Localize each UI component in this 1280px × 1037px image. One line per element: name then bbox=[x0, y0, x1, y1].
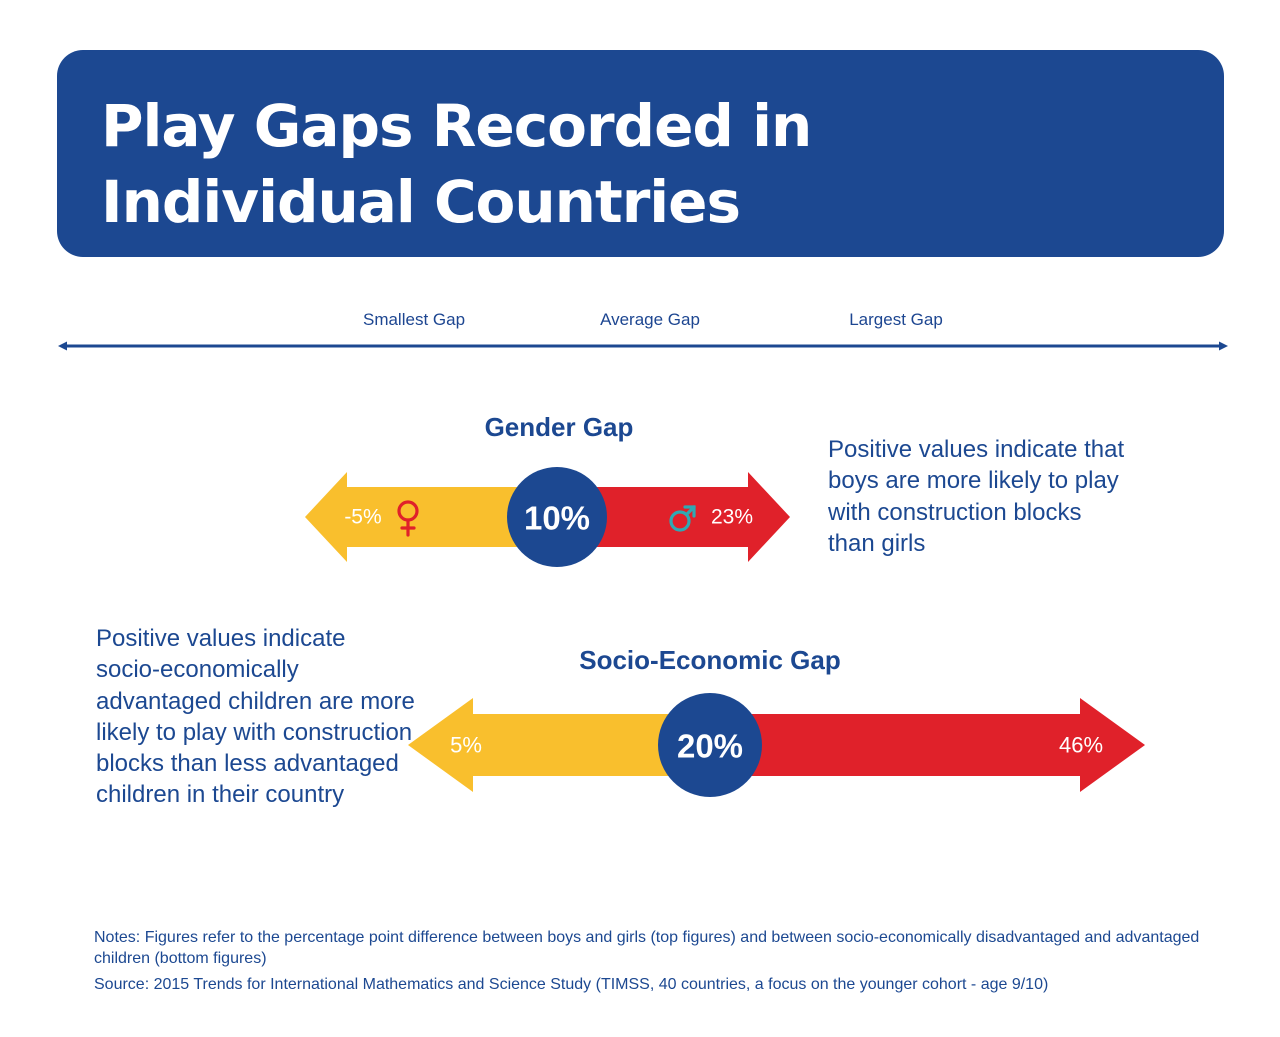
gender-gap-title: Gender Gap bbox=[484, 412, 634, 442]
average-gap-label: Average Gap bbox=[600, 310, 700, 329]
socio-economic-average-value: 20% bbox=[676, 727, 744, 765]
gender-max-value: 23% bbox=[710, 505, 754, 529]
footer-notes: Notes: Figures refer to the percentage point difference between boys and girls (top figures) and between socio-economically disadvantaged and advantaged children (bottom figures) bbox=[94, 929, 1200, 967]
footer bbox=[94, 927, 1214, 995]
gender-gap-note: Positive values indicate that boys are more likely to play with construction blocks than girls bbox=[828, 436, 1125, 557]
socio-economic-gap-title: Socio-Economic Gap bbox=[579, 645, 841, 675]
gender-average-value: 10% bbox=[523, 499, 591, 537]
page-title: Play Gaps Recorded in Individual Countries bbox=[101, 92, 812, 236]
footer-source: Source: 2015 Trends for International Mathematics and Science Study (TIMSS, 40 countries, a focus on the younger cohort - age 9/10) bbox=[94, 976, 1049, 993]
socio-economic-max-value: 46% bbox=[1058, 732, 1104, 758]
gender-min-value: -5% bbox=[344, 505, 382, 529]
socio-economic-min-value: 5% bbox=[450, 732, 482, 758]
smallest-gap-label: Smallest Gap bbox=[362, 310, 466, 329]
largest-gap-label: Largest Gap bbox=[849, 310, 943, 329]
socio-economic-gap-note: Positive values indicate socio-economically advantaged children are more likely to play with construction blocks than less advantaged children in their country bbox=[96, 625, 415, 809]
